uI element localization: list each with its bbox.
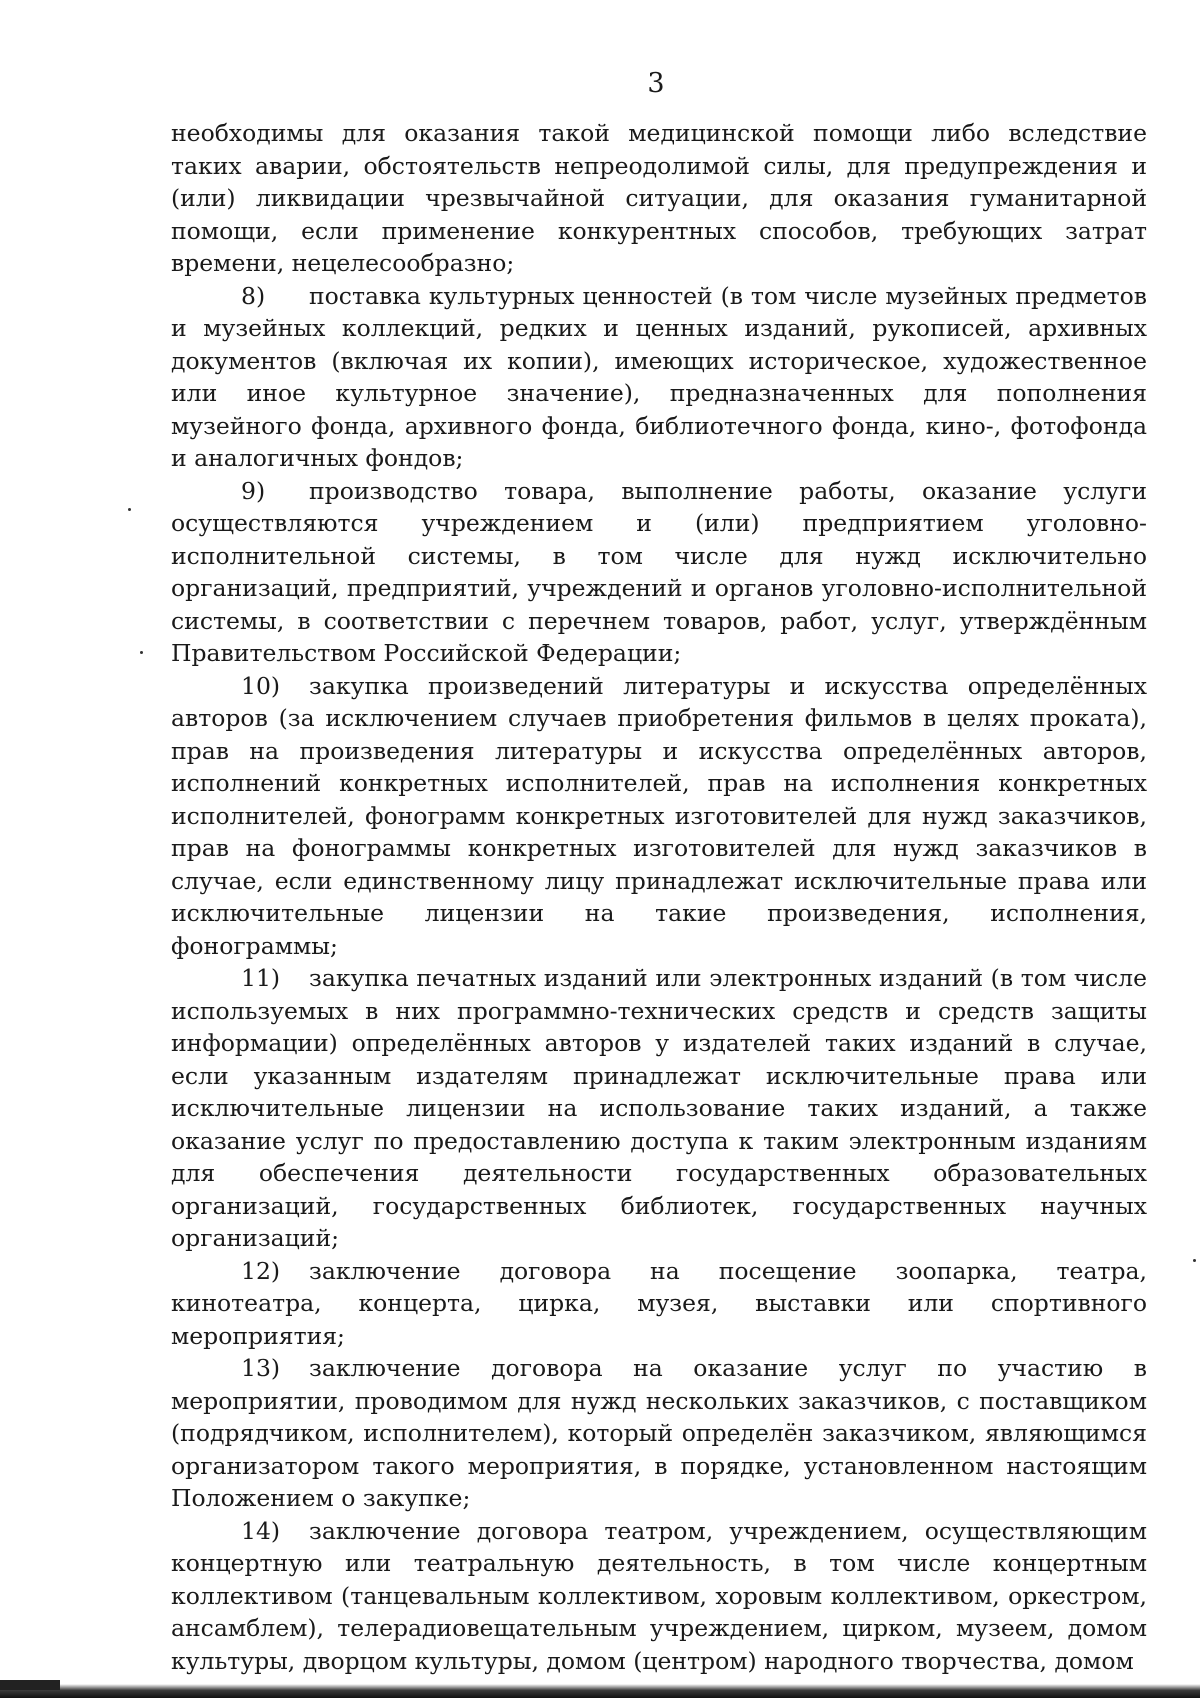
item-number: 8) <box>241 281 266 310</box>
item-text: заключение договора театром, учреждением, осуществляющим концертную или театральную деятельность, в том числе концертным коллективом (танцевальным коллективом, хоровым коллективом, оркестром, ансамблем), телерадиовещательным учреждением, цирком, музеем, домом культуры, дворцом культуры, домом (центром) народного творчества, домом <box>171 1516 1147 1675</box>
list-item-10 <box>171 670 1147 963</box>
list-item-14 <box>171 1515 1147 1678</box>
list-item-11 <box>171 962 1147 1255</box>
scan-speck <box>128 508 131 511</box>
item-number: 9) <box>241 476 266 505</box>
item-text: заключение договора на оказание услуг по участию в мероприятии, проводимом для нужд нескольких заказчиков, с поставщиком (подрядчиком, исполнителем), который определён заказчиком, являющимся организатором такого мероприятия, в порядке, установленном настоящим Положением о закупке; <box>171 1354 1147 1512</box>
item-text: заключение договора на посещение зоопарка, театра, кинотеатра, концерта, цирка, музея, выставки или спортивного мероприятия; <box>171 1256 1147 1350</box>
scan-speck <box>140 651 143 654</box>
item-number: 10) <box>241 671 281 700</box>
list-item-9 <box>171 475 1147 670</box>
scan-speck <box>1193 1259 1196 1262</box>
list-item-8 <box>171 280 1147 475</box>
item-text: поставка культурных ценностей (в том числе музейных предметов и музейных коллекций, редких и ценных изданий, рукописей, архивных документов (включая их копии), имеющих историческое, художественное или иное культурное значение), предназначенных для пополнения музейного фонда, архивного фонда, библиотечного фонда, кино-, фотофонда и аналогичных фондов; <box>171 281 1147 472</box>
continuation-paragraph: необходимы для оказания такой медицинской помощи либо вследствие таких аварии, обстоятельств непреодолимой силы, для предупреждения и (или) ликвидации чрезвычайной ситуации, для оказания гуманитарной помощи, если применение конкурентных способов, требующих затрат времени, нецелесообразно; <box>171 119 1147 277</box>
item-text: закупка печатных изданий или электронных изданий (в том числе используемых в них программно-технических средств и средств защиты информации) определённых авторов у издателей таких изданий в случае, если указанным издателям принадлежат исключительные права или исключительные лицензии на использование таких изданий, а также оказание услуг по предоставлению доступа к таким электронным изданиям для обеспечения деятельности государственных образовательных организаций, государственных библиотек, государственных научных организаций; <box>171 964 1147 1252</box>
scan-bottom-edge <box>0 1684 1200 1698</box>
item-number: 11) <box>241 964 281 992</box>
document-body <box>171 117 1147 1677</box>
item-text: производство товара, выполнение работы, оказание услуги осуществляются учреждением и (или) предприятием уголовно-исполнительной системы, в том числе для нужд исключительно организаций, предприятий, учреждений и органов уголовно-исполнительной системы, в соответствии с перечнем товаров, работ, услуг, утверждённым Правительством Российской Федерации; <box>171 476 1147 667</box>
item-text: закупка произведений литературы и искусства определённых авторов (за исключением случаев приобретения фильмов в целях проката), прав на произведения литературы и искусства определённых авторов, исполнений конкретных исполнителей, прав на исполнения конкретных исполнителей, фонограмм конкретных изготовителей для нужд заказчиков, прав на фонограммы конкретных изготовителей для нужд заказчиков в случае, если единственному лицу принадлежат исключительные права или исключительные лицензии на такие произведения, исполнения, фонограммы; <box>171 671 1147 960</box>
item-number: 13) <box>241 1354 281 1382</box>
list-item-12 <box>171 1255 1147 1353</box>
page-number: 3 <box>647 68 665 99</box>
item-number: 12) <box>241 1256 281 1285</box>
scan-bottom-edge-corner <box>0 1680 60 1690</box>
list-item-13 <box>171 1352 1147 1515</box>
item-number: 14) <box>241 1516 281 1545</box>
